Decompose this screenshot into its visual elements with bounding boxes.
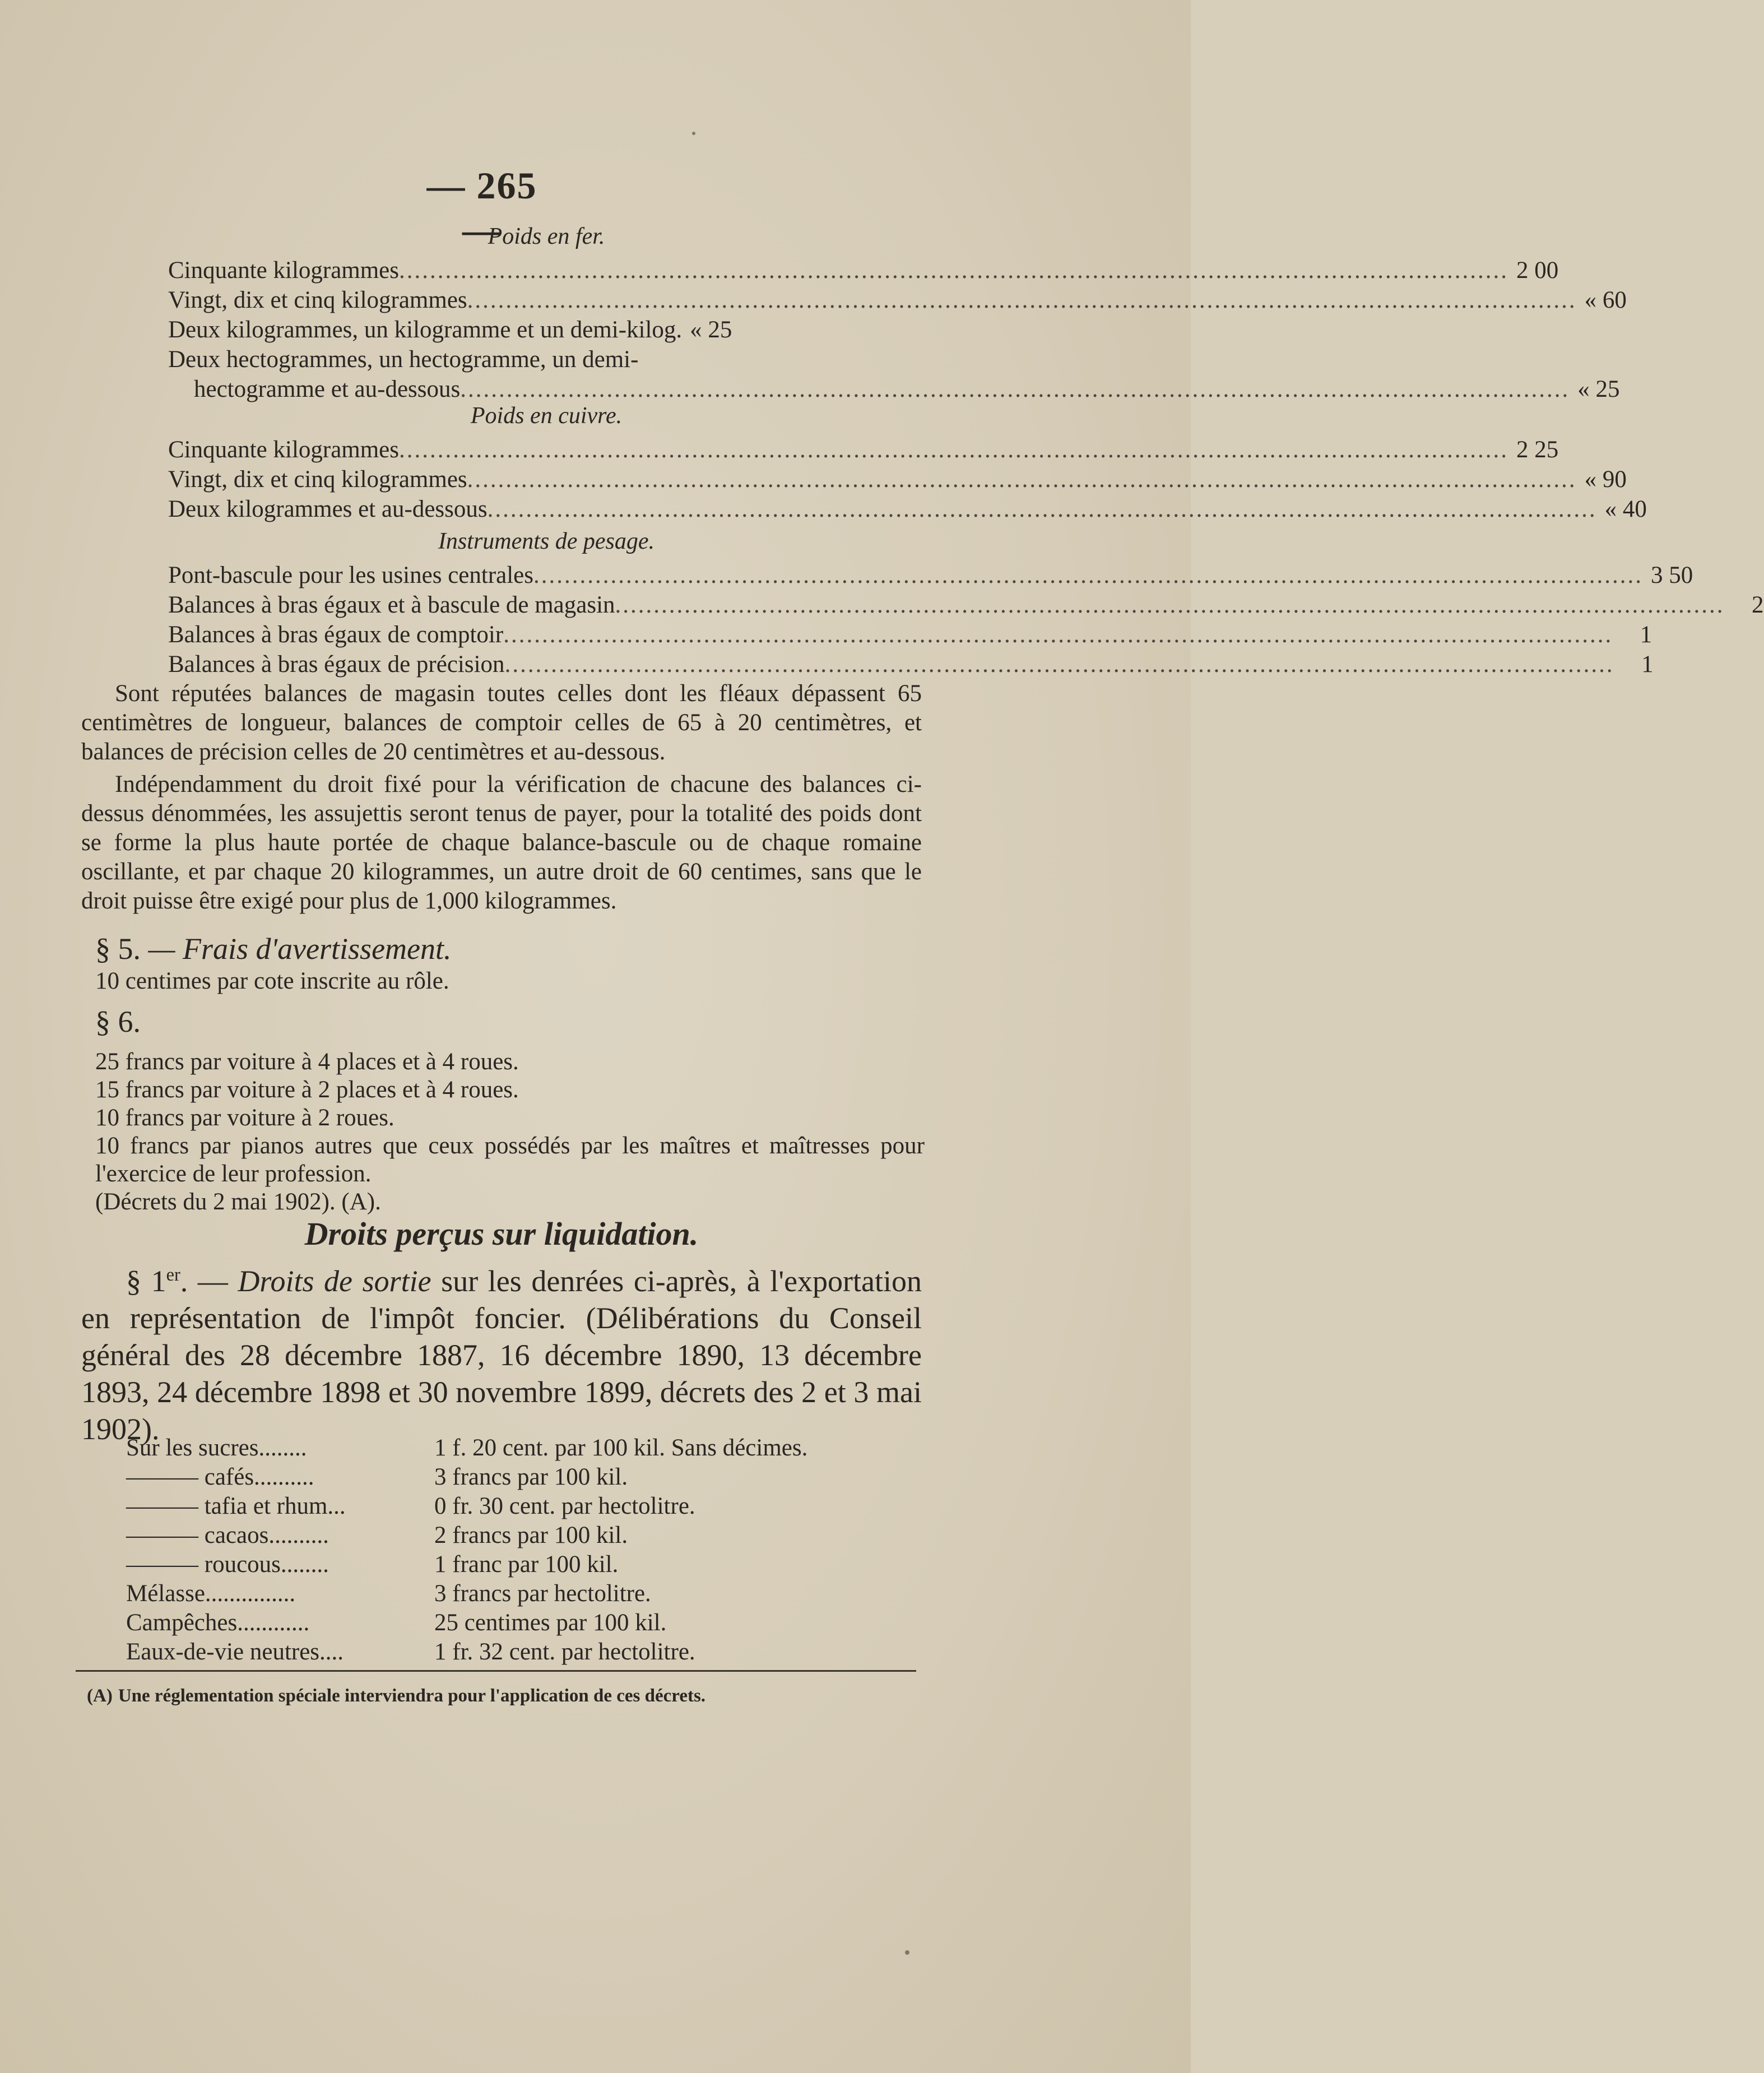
table-row: Cinquante kilogrammes ................................................................................................................................................ 2 25	[168, 437, 1559, 463]
section-title-cuivre: Poids en cuivre.	[470, 403, 623, 429]
table-row: ——— cafés.......... 3 francs par 100 kil.	[126, 1464, 628, 1490]
table-row: ——— tafia et rhum... 0 fr. 30 cent. par hectolitre.	[126, 1493, 695, 1519]
section-instruments	[168, 528, 1764, 679]
section-6-heading: § 6.	[95, 1005, 141, 1038]
list-item: 10 francs par voiture à 2 roues.	[95, 1105, 394, 1131]
section-poids-fer	[168, 223, 1627, 404]
table-row: Deux kilogrammes et au-dessous ................................................................................................................................................ « 40	[168, 496, 1647, 522]
table-row: Balances à bras égaux et à bascule de magasin ................................................................................................................................................ 2	[168, 592, 1764, 618]
page-number: — 265 —	[426, 164, 537, 251]
liquidation-title: Droits perçus sur liquidation.	[304, 1216, 699, 1252]
footnote	[87, 1686, 871, 1706]
decree-reference: (Décrets du 2 mai 1902). (A).	[95, 1189, 381, 1215]
liquidation-paragraph: § 1er. — Droits de sortie sur les denrées ci-après, à l'exportation en représentation de l'impôt foncier. (Délibérations du Conseil général des 28 décembre 1887, 16 décembre 1890, 13 décembre 1893, 24 décembre 1898 et 30 novembre 1899, décrets des 2 et 3 mai 1902).	[81, 1264, 922, 1446]
paragraph-droit: Indépendamment du droit fixé pour la vérification de chacune des balances ci-dessus dénommées, les assujettis seront tenus de payer, pour la totalité des poids dont se forme la plus haute portée de chaque balance-bascule ou de chaque romaine oscillante, et par chaque 20 kilogrammes, un autre droit de 60 centimes, sans que le droit puisse être exigé pour plus de 1,000 kilogrammes.	[81, 771, 922, 914]
table-row: Sur les sucres........ 1 f. 20 cent. par 100 kil. Sans décimes.	[126, 1435, 808, 1461]
table-row: Balances à bras égaux de précision ................................................................................................................................................ 1	[168, 651, 1654, 678]
paper-speck	[905, 1950, 909, 1955]
list-item: 10 francs par pianos autres que ceux possédés par les maîtres et maîtresses pour l'exercice de leur profession.	[95, 1133, 925, 1187]
table-row: Vingt, dix et cinq kilogrammes ................................................................................................................................................ « 60	[168, 287, 1627, 313]
section-title-fer: Poids en fer.	[488, 224, 605, 249]
section-5-heading: § 5. — Frais d'avertissement.	[95, 932, 452, 966]
section-5	[95, 930, 925, 995]
footnote-marker: (A)	[87, 1686, 113, 1706]
section-liquidation	[81, 1215, 922, 1448]
table-row: Mélasse............... 3 francs par hectolitre.	[126, 1580, 651, 1607]
table-row: Eaux-de-vie neutres.... 1 fr. 32 cent. par hectolitre.	[126, 1639, 695, 1665]
table-row: Cinquante kilogrammes ................................................................................................................................................ 2 00	[168, 257, 1559, 284]
section-6	[95, 1003, 925, 1216]
footnote-text: Une réglementation spéciale interviendra pour l'application de ces décrets.	[118, 1686, 706, 1706]
section-5-line: 10 centimes par cote inscrite au rôle.	[95, 968, 449, 994]
paper-speck	[692, 132, 695, 135]
body-paragraphs	[81, 679, 922, 916]
table-row: Campêches............ 25 centimes par 100 kil.	[126, 1610, 667, 1636]
liquidation-table	[126, 1434, 871, 1667]
list-item: 15 francs par voiture à 2 places et à 4 roues.	[95, 1077, 519, 1103]
table-row: Balances à bras égaux de comptoir ................................................................................................................................................ 1	[168, 622, 1652, 648]
list-item: 25 francs par voiture à 4 places et à 4 roues.	[95, 1049, 519, 1075]
section-poids-cuivre	[168, 402, 1647, 524]
table-row: ——— cacaos.......... 2 francs par 100 kil.	[126, 1522, 628, 1548]
table-row-wrapped: Deux hectogrammes, un hectogramme, un demi- hectogramme et au-dessous ................................................................................................................................................ « 25	[168, 346, 1620, 402]
table-row: Pont-bascule pour les usines centrales ................................................................................................................................................ 3 50	[168, 562, 1693, 588]
section-title-instruments: Instruments de pesage.	[438, 528, 655, 554]
footnote-divider	[76, 1670, 916, 1672]
table-row: Vingt, dix et cinq kilogrammes ................................................................................................................................................ « 90	[168, 466, 1627, 493]
table-row: Deux kilogrammes, un kilogramme et un demi-kilog. « 25	[168, 317, 732, 343]
table-row: ——— roucous........ 1 franc par 100 kil.	[126, 1551, 619, 1578]
paragraph-balances: Sont réputées balances de magasin toutes celles dont les fléaux dépassent 65 centimètres de longueur, balances de comptoir celles de 65 à 20 centimètres, et balances de précision celles de 20 centimètres et au-dessous.	[81, 680, 922, 765]
